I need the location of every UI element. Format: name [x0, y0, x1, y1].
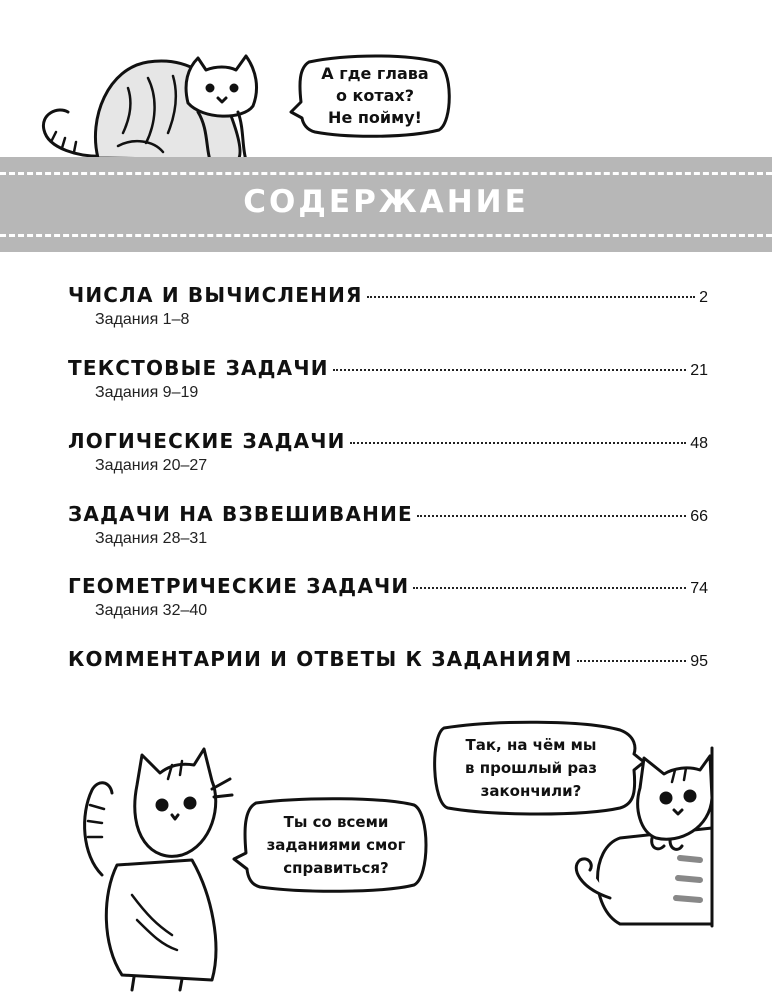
toc-leader-dots: [333, 369, 687, 371]
bubble-line: Не пойму!: [328, 108, 422, 127]
speech-bubble-top: [287, 52, 457, 140]
toc-subtitle: Задания 28–31: [95, 530, 208, 547]
toc-entry-weighing[interactable]: [68, 502, 708, 548]
toc-page-number: 48: [690, 435, 708, 452]
toc-page-number: 21: [690, 362, 708, 379]
toc-title[interactable]: ГЕОМЕТРИЧЕСКИЕ ЗАДАЧИ: [68, 574, 410, 598]
toc-subtitle: Задания 20–27: [95, 457, 208, 474]
bubble-line: Ты со всеми: [283, 812, 389, 831]
bubble-line: справиться?: [283, 858, 389, 877]
toc-leader-dots: [367, 296, 695, 298]
toc-leader-dots: [413, 587, 686, 589]
toc-entry-logic[interactable]: [68, 429, 708, 475]
toc-leader-dots: [417, 515, 686, 517]
toc-leader-dots: [577, 660, 687, 662]
top-cat-illustration: [38, 48, 278, 168]
bubble-line: закончили?: [480, 781, 582, 800]
bubble-line: Так, на чём мы: [465, 735, 597, 754]
speech-bubble-left: [232, 795, 432, 895]
toc-entry-word-problems[interactable]: [68, 356, 708, 402]
toc-page-number: 95: [690, 653, 708, 670]
banner-dashed-line-top: [0, 172, 772, 175]
toc-title[interactable]: ЗАДАЧИ НА ВЗВЕШИВАНИЕ: [68, 502, 413, 526]
bubble-line: А где глава: [321, 64, 429, 83]
toc-page-number: 2: [699, 289, 708, 306]
toc-title[interactable]: ЛОГИЧЕСКИЕ ЗАДАЧИ: [68, 429, 346, 453]
toc-entry-geometry[interactable]: [68, 574, 708, 620]
bubble-line: заданиями смог: [266, 835, 406, 854]
toc-title[interactable]: ТЕКСТОВЫЕ ЗАДАЧИ: [68, 356, 329, 380]
toc-subtitle: Задания 32–40: [95, 602, 208, 619]
bottom-right-cat-illustration: [560, 748, 720, 928]
bubble-line: о котах?: [335, 86, 415, 105]
bottom-left-cat-illustration: [62, 745, 242, 990]
toc-page-number: 74: [690, 580, 708, 597]
toc-entry-answers[interactable]: [68, 647, 708, 673]
toc-subtitle: Задания 9–19: [95, 384, 199, 401]
contents-banner: [0, 157, 772, 252]
toc-title[interactable]: КОММЕНТАРИИ И ОТВЕТЫ К ЗАДАНИЯМ: [68, 647, 573, 671]
toc-leader-dots: [350, 442, 687, 444]
toc-entry-numbers[interactable]: [68, 283, 708, 329]
banner-title: СОДЕРЖАНИЕ: [243, 184, 529, 220]
toc-page-number: 66: [690, 508, 708, 525]
bubble-line: в прошлый раз: [465, 758, 597, 777]
banner-dashed-line-bottom: [0, 234, 772, 237]
toc-subtitle: Задания 1–8: [95, 311, 190, 328]
toc-title[interactable]: ЧИСЛА И ВЫЧИСЛЕНИЯ: [68, 283, 363, 307]
